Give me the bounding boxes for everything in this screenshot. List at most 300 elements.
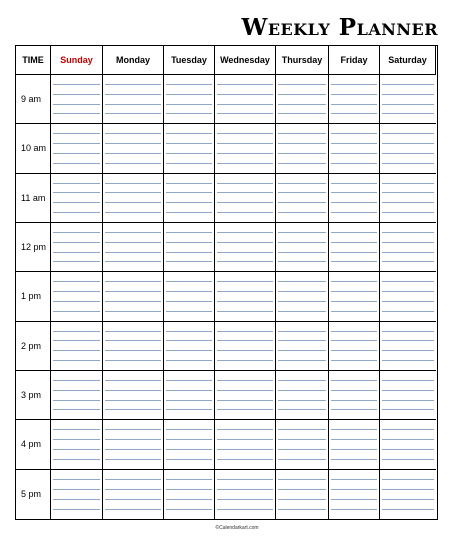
- writing-line: [217, 380, 273, 381]
- slot-cell-friday[interactable]: [329, 371, 380, 420]
- writing-line: [278, 281, 326, 282]
- slot-cell-monday[interactable]: [103, 124, 164, 173]
- writing-line: [217, 232, 273, 233]
- writing-line: [105, 311, 161, 312]
- writing-line: [166, 104, 212, 105]
- writing-line: [53, 232, 100, 233]
- writing-line: [382, 113, 434, 114]
- slot-cell-monday[interactable]: [103, 223, 164, 272]
- slot-cell-saturday[interactable]: [380, 174, 436, 223]
- writing-line: [382, 331, 434, 332]
- day-header-monday: Monday: [103, 46, 164, 75]
- writing-line: [166, 232, 212, 233]
- writing-line: [217, 301, 273, 302]
- writing-line: [278, 360, 326, 361]
- planner-title: Weekly Planner: [241, 14, 438, 41]
- day-header-thursday: Thursday: [276, 46, 329, 75]
- writing-line: [382, 212, 434, 213]
- footer-copyright: ©Calendarkart.com: [215, 525, 259, 531]
- writing-line: [53, 390, 100, 391]
- writing-line: [105, 459, 161, 460]
- writing-line: [53, 340, 100, 341]
- time-label: 5 pm: [16, 470, 51, 519]
- writing-line: [53, 281, 100, 282]
- writing-line: [217, 192, 273, 193]
- writing-line: [53, 509, 100, 510]
- writing-line: [53, 192, 100, 193]
- slot-cell-tuesday[interactable]: [164, 272, 215, 321]
- writing-line: [105, 509, 161, 510]
- writing-line: [53, 261, 100, 262]
- writing-line: [278, 489, 326, 490]
- planner-grid: [15, 45, 438, 520]
- writing-line: [166, 143, 212, 144]
- writing-line: [278, 459, 326, 460]
- writing-line: [166, 400, 212, 401]
- slot-cell-tuesday[interactable]: [164, 371, 215, 420]
- writing-line: [105, 281, 161, 282]
- slot-cell-monday[interactable]: [103, 420, 164, 469]
- writing-line: [217, 94, 273, 95]
- writing-line: [278, 212, 326, 213]
- slot-cell-sunday[interactable]: [51, 124, 103, 173]
- writing-line: [382, 242, 434, 243]
- writing-line: [382, 163, 434, 164]
- slot-cell-monday[interactable]: [103, 371, 164, 420]
- writing-line: [278, 499, 326, 500]
- writing-line: [382, 133, 434, 134]
- slot-cell-thursday[interactable]: [276, 371, 329, 420]
- writing-line: [331, 94, 377, 95]
- slot-cell-saturday[interactable]: [380, 124, 436, 173]
- slot-cell-friday[interactable]: [329, 174, 380, 223]
- writing-line: [278, 380, 326, 381]
- writing-line: [217, 291, 273, 292]
- writing-line: [331, 331, 377, 332]
- writing-line: [105, 360, 161, 361]
- slot-cell-wednesday[interactable]: [215, 371, 276, 420]
- writing-line: [278, 113, 326, 114]
- writing-line: [331, 429, 377, 430]
- writing-line: [166, 281, 212, 282]
- writing-line: [331, 113, 377, 114]
- writing-line: [278, 429, 326, 430]
- writing-line: [166, 459, 212, 460]
- writing-line: [105, 202, 161, 203]
- writing-line: [382, 281, 434, 282]
- writing-line: [278, 350, 326, 351]
- time-label: 2 pm: [16, 322, 51, 371]
- writing-line: [382, 291, 434, 292]
- slot-cell-tuesday[interactable]: [164, 223, 215, 272]
- writing-line: [105, 192, 161, 193]
- writing-line: [166, 84, 212, 85]
- time-label: 10 am: [16, 124, 51, 173]
- writing-line: [105, 331, 161, 332]
- writing-line: [331, 360, 377, 361]
- writing-line: [331, 143, 377, 144]
- writing-line: [382, 489, 434, 490]
- writing-line: [331, 489, 377, 490]
- writing-line: [331, 449, 377, 450]
- writing-line: [331, 133, 377, 134]
- writing-line: [166, 360, 212, 361]
- time-label: 1 pm: [16, 272, 51, 321]
- writing-line: [217, 429, 273, 430]
- writing-line: [382, 143, 434, 144]
- writing-line: [53, 84, 100, 85]
- writing-line: [382, 84, 434, 85]
- writing-line: [53, 459, 100, 460]
- slot-cell-sunday[interactable]: [51, 322, 103, 371]
- writing-line: [331, 212, 377, 213]
- writing-line: [53, 489, 100, 490]
- writing-line: [278, 153, 326, 154]
- day-header-saturday: Saturday: [380, 46, 436, 75]
- writing-line: [105, 479, 161, 480]
- slot-cell-sunday[interactable]: [51, 371, 103, 420]
- writing-line: [105, 183, 161, 184]
- slot-cell-friday[interactable]: [329, 470, 380, 519]
- slot-cell-friday[interactable]: [329, 124, 380, 173]
- writing-line: [53, 143, 100, 144]
- slot-cell-monday[interactable]: [103, 470, 164, 519]
- writing-line: [53, 242, 100, 243]
- writing-line: [105, 252, 161, 253]
- slot-cell-saturday[interactable]: [380, 75, 436, 124]
- writing-line: [217, 252, 273, 253]
- slot-cell-thursday[interactable]: [276, 470, 329, 519]
- writing-line: [166, 340, 212, 341]
- writing-line: [278, 340, 326, 341]
- writing-line: [53, 429, 100, 430]
- writing-line: [105, 143, 161, 144]
- writing-line: [53, 479, 100, 480]
- writing-line: [331, 261, 377, 262]
- writing-line: [331, 163, 377, 164]
- slot-cell-tuesday[interactable]: [164, 322, 215, 371]
- slot-cell-thursday[interactable]: [276, 322, 329, 371]
- slot-cell-wednesday[interactable]: [215, 272, 276, 321]
- writing-line: [331, 252, 377, 253]
- time-label: 12 pm: [16, 223, 51, 272]
- writing-line: [105, 380, 161, 381]
- slot-cell-monday[interactable]: [103, 272, 164, 321]
- writing-line: [331, 183, 377, 184]
- writing-line: [105, 84, 161, 85]
- writing-line: [278, 439, 326, 440]
- slot-cell-wednesday[interactable]: [215, 174, 276, 223]
- writing-line: [382, 350, 434, 351]
- writing-line: [278, 261, 326, 262]
- writing-line: [382, 104, 434, 105]
- writing-line: [382, 232, 434, 233]
- writing-line: [382, 380, 434, 381]
- writing-line: [331, 311, 377, 312]
- writing-line: [217, 261, 273, 262]
- writing-line: [382, 183, 434, 184]
- writing-line: [382, 94, 434, 95]
- day-header-friday: Friday: [329, 46, 380, 75]
- writing-line: [331, 509, 377, 510]
- writing-line: [217, 350, 273, 351]
- writing-line: [105, 212, 161, 213]
- writing-line: [53, 94, 100, 95]
- writing-line: [166, 439, 212, 440]
- writing-line: [331, 439, 377, 440]
- writing-line: [217, 202, 273, 203]
- writing-line: [105, 133, 161, 134]
- writing-line: [278, 183, 326, 184]
- writing-line: [382, 439, 434, 440]
- writing-line: [382, 301, 434, 302]
- writing-line: [53, 380, 100, 381]
- slot-cell-sunday[interactable]: [51, 223, 103, 272]
- writing-line: [53, 439, 100, 440]
- writing-line: [105, 113, 161, 114]
- writing-line: [166, 291, 212, 292]
- writing-line: [331, 202, 377, 203]
- writing-line: [331, 409, 377, 410]
- slot-cell-saturday[interactable]: [380, 420, 436, 469]
- writing-line: [217, 439, 273, 440]
- writing-line: [166, 301, 212, 302]
- writing-line: [105, 94, 161, 95]
- writing-line: [278, 479, 326, 480]
- writing-line: [217, 183, 273, 184]
- slot-cell-saturday[interactable]: [380, 371, 436, 420]
- writing-line: [166, 499, 212, 500]
- writing-line: [166, 390, 212, 391]
- slot-cell-monday[interactable]: [103, 174, 164, 223]
- slot-cell-sunday[interactable]: [51, 470, 103, 519]
- slot-cell-monday[interactable]: [103, 75, 164, 124]
- day-header-tuesday: Tuesday: [164, 46, 215, 75]
- writing-line: [382, 192, 434, 193]
- writing-line: [217, 133, 273, 134]
- writing-line: [217, 509, 273, 510]
- slot-cell-sunday[interactable]: [51, 420, 103, 469]
- time-label: 4 pm: [16, 420, 51, 469]
- time-header: TIME: [16, 46, 51, 75]
- writing-line: [331, 459, 377, 460]
- writing-line: [53, 202, 100, 203]
- writing-line: [331, 84, 377, 85]
- writing-line: [217, 163, 273, 164]
- slot-cell-friday[interactable]: [329, 322, 380, 371]
- writing-line: [382, 400, 434, 401]
- writing-line: [166, 350, 212, 351]
- writing-line: [217, 499, 273, 500]
- writing-line: [53, 291, 100, 292]
- slot-cell-saturday[interactable]: [380, 272, 436, 321]
- time-label: 9 am: [16, 75, 51, 124]
- writing-line: [166, 192, 212, 193]
- writing-line: [53, 331, 100, 332]
- writing-line: [166, 509, 212, 510]
- slot-cell-friday[interactable]: [329, 272, 380, 321]
- slot-cell-friday[interactable]: [329, 75, 380, 124]
- writing-line: [278, 104, 326, 105]
- writing-line: [278, 163, 326, 164]
- writing-line: [278, 133, 326, 134]
- slot-cell-tuesday[interactable]: [164, 420, 215, 469]
- writing-line: [166, 380, 212, 381]
- slot-cell-tuesday[interactable]: [164, 75, 215, 124]
- slot-cell-saturday[interactable]: [380, 223, 436, 272]
- slot-cell-friday[interactable]: [329, 223, 380, 272]
- writing-line: [382, 449, 434, 450]
- day-header-wednesday: Wednesday: [215, 46, 276, 75]
- writing-line: [217, 340, 273, 341]
- writing-line: [278, 400, 326, 401]
- writing-line: [278, 84, 326, 85]
- writing-line: [166, 252, 212, 253]
- writing-line: [53, 409, 100, 410]
- writing-line: [278, 409, 326, 410]
- writing-line: [331, 291, 377, 292]
- writing-line: [217, 360, 273, 361]
- slot-cell-wednesday[interactable]: [215, 75, 276, 124]
- writing-line: [53, 360, 100, 361]
- writing-line: [331, 301, 377, 302]
- writing-line: [53, 252, 100, 253]
- slot-cell-sunday[interactable]: [51, 272, 103, 321]
- writing-line: [278, 509, 326, 510]
- writing-line: [217, 409, 273, 410]
- writing-line: [382, 261, 434, 262]
- slot-cell-tuesday[interactable]: [164, 470, 215, 519]
- slot-cell-sunday[interactable]: [51, 75, 103, 124]
- writing-line: [382, 340, 434, 341]
- writing-line: [53, 400, 100, 401]
- writing-line: [217, 212, 273, 213]
- writing-line: [331, 192, 377, 193]
- writing-line: [53, 104, 100, 105]
- slot-cell-sunday[interactable]: [51, 174, 103, 223]
- writing-line: [382, 479, 434, 480]
- writing-line: [382, 409, 434, 410]
- writing-line: [53, 113, 100, 114]
- slot-cell-wednesday[interactable]: [215, 420, 276, 469]
- slot-cell-wednesday[interactable]: [215, 470, 276, 519]
- writing-line: [331, 499, 377, 500]
- slot-cell-saturday[interactable]: [380, 470, 436, 519]
- writing-line: [217, 113, 273, 114]
- writing-line: [166, 449, 212, 450]
- slot-cell-saturday[interactable]: [380, 322, 436, 371]
- slot-cell-thursday[interactable]: [276, 75, 329, 124]
- slot-cell-wednesday[interactable]: [215, 223, 276, 272]
- slot-cell-tuesday[interactable]: [164, 174, 215, 223]
- writing-line: [278, 331, 326, 332]
- writing-line: [105, 261, 161, 262]
- writing-line: [382, 429, 434, 430]
- writing-line: [382, 390, 434, 391]
- writing-line: [166, 183, 212, 184]
- slot-cell-thursday[interactable]: [276, 272, 329, 321]
- writing-line: [105, 449, 161, 450]
- time-label: 11 am: [16, 174, 51, 223]
- writing-line: [105, 400, 161, 401]
- writing-line: [53, 449, 100, 450]
- writing-line: [278, 192, 326, 193]
- writing-line: [105, 429, 161, 430]
- writing-line: [53, 350, 100, 351]
- slot-cell-thursday[interactable]: [276, 124, 329, 173]
- writing-line: [331, 153, 377, 154]
- writing-line: [217, 104, 273, 105]
- slot-cell-thursday[interactable]: [276, 420, 329, 469]
- writing-line: [331, 350, 377, 351]
- time-label: 3 pm: [16, 371, 51, 420]
- writing-line: [166, 212, 212, 213]
- writing-line: [166, 202, 212, 203]
- writing-line: [53, 311, 100, 312]
- writing-line: [217, 449, 273, 450]
- writing-line: [217, 153, 273, 154]
- slot-cell-thursday[interactable]: [276, 174, 329, 223]
- writing-line: [166, 409, 212, 410]
- writing-line: [105, 489, 161, 490]
- writing-line: [166, 242, 212, 243]
- writing-line: [278, 449, 326, 450]
- writing-line: [382, 153, 434, 154]
- writing-line: [217, 459, 273, 460]
- writing-line: [331, 380, 377, 381]
- writing-line: [166, 331, 212, 332]
- writing-line: [331, 104, 377, 105]
- writing-line: [217, 390, 273, 391]
- writing-line: [382, 311, 434, 312]
- writing-line: [331, 479, 377, 480]
- writing-line: [331, 242, 377, 243]
- writing-line: [217, 331, 273, 332]
- writing-line: [382, 509, 434, 510]
- slot-cell-thursday[interactable]: [276, 223, 329, 272]
- writing-line: [166, 261, 212, 262]
- writing-line: [53, 163, 100, 164]
- slot-cell-tuesday[interactable]: [164, 124, 215, 173]
- writing-line: [166, 94, 212, 95]
- writing-line: [217, 479, 273, 480]
- writing-line: [105, 499, 161, 500]
- writing-line: [166, 429, 212, 430]
- writing-line: [105, 153, 161, 154]
- writing-line: [217, 281, 273, 282]
- writing-line: [105, 232, 161, 233]
- writing-line: [105, 390, 161, 391]
- writing-line: [105, 409, 161, 410]
- writing-line: [382, 252, 434, 253]
- writing-line: [105, 163, 161, 164]
- writing-line: [382, 499, 434, 500]
- writing-line: [278, 301, 326, 302]
- slot-cell-monday[interactable]: [103, 322, 164, 371]
- slot-cell-friday[interactable]: [329, 420, 380, 469]
- writing-line: [217, 311, 273, 312]
- writing-line: [278, 94, 326, 95]
- writing-line: [278, 232, 326, 233]
- writing-line: [217, 84, 273, 85]
- writing-line: [105, 439, 161, 440]
- slot-cell-wednesday[interactable]: [215, 124, 276, 173]
- slot-cell-wednesday[interactable]: [215, 322, 276, 371]
- writing-line: [105, 340, 161, 341]
- writing-line: [53, 212, 100, 213]
- writing-line: [105, 350, 161, 351]
- writing-line: [331, 281, 377, 282]
